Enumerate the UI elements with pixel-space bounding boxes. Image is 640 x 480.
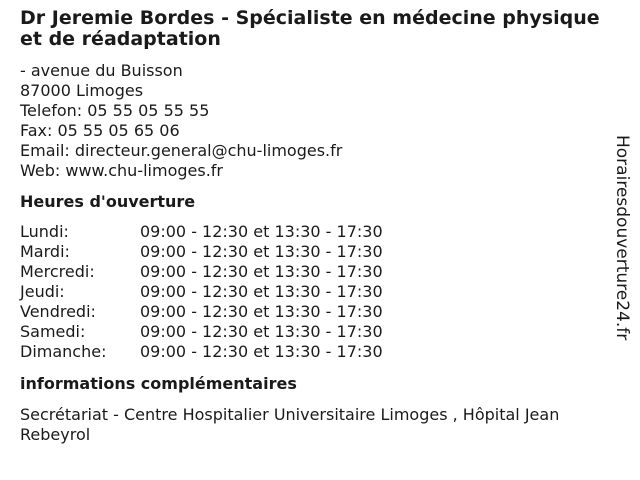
day-label: Mardi: — [20, 242, 70, 261]
hours-value: 09:00 - 12:30 et 13:30 - 17:30 — [140, 322, 383, 341]
web-line: Web: www.chu-limoges.fr — [20, 161, 223, 180]
listing-content — [20, 8, 610, 445]
hours-row-tuesday — [20, 242, 610, 262]
hours-value: 09:00 - 12:30 et 13:30 - 17:30 — [140, 282, 383, 301]
hours-row-sunday — [20, 342, 610, 362]
day-label: Dimanche: — [20, 342, 107, 361]
hours-row-friday — [20, 302, 610, 322]
postal-city: 87000 Limoges — [20, 81, 144, 100]
hours-value: 09:00 - 12:30 et 13:30 - 17:30 — [140, 242, 383, 261]
opening-hours-table — [20, 222, 610, 362]
hours-row-wednesday — [20, 262, 610, 282]
site-brand-vertical: Horairesdouverture24.fr — [612, 135, 632, 341]
additional-info-text: Secrétariat - Centre Hospitalier Universitaire Limoges , Hôpital Jean Rebeyrol — [20, 405, 560, 444]
fax-line: Fax: 05 55 05 65 06 — [20, 121, 180, 140]
phone-line: Telefon: 05 55 05 55 55 — [20, 101, 210, 120]
email-line: Email: directeur.general@chu-limoges.fr — [20, 141, 343, 160]
day-label: Lundi: — [20, 222, 69, 241]
hours-value: 09:00 - 12:30 et 13:30 - 17:30 — [140, 262, 383, 281]
day-label: Jeudi: — [20, 282, 65, 301]
additional-info-heading: informations complémentaires — [20, 374, 297, 393]
hours-value: 09:00 - 12:30 et 13:30 - 17:30 — [140, 342, 383, 361]
opening-hours-heading: Heures d'ouverture — [20, 192, 196, 211]
contact-details — [20, 61, 610, 181]
street-address: - avenue du Buisson — [20, 61, 183, 80]
day-label: Vendredi: — [20, 302, 96, 321]
hours-value: 09:00 - 12:30 et 13:30 - 17:30 — [140, 222, 383, 241]
hours-row-monday — [20, 222, 610, 242]
page-title: Dr Jeremie Bordes - Spécialiste en médecine physique et de réadaptation — [20, 7, 600, 50]
day-label: Samedi: — [20, 322, 86, 341]
hours-row-thursday — [20, 282, 610, 302]
hours-row-saturday — [20, 322, 610, 342]
hours-value: 09:00 - 12:30 et 13:30 - 17:30 — [140, 302, 383, 321]
day-label: Mercredi: — [20, 262, 95, 281]
